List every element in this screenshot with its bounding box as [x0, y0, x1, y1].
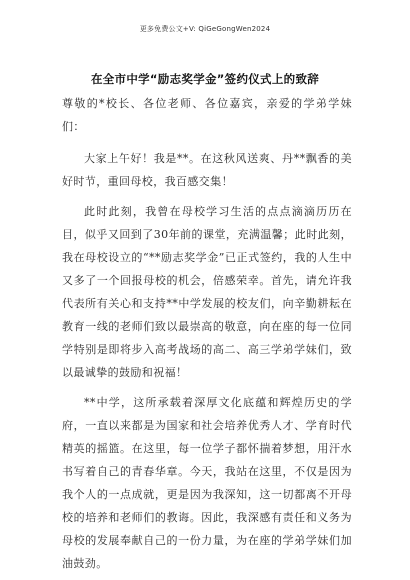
paragraph-memories: 此时此刻，我曾在母校学习生活的点点滴滴历历在目，似乎又回到了30年前的课堂，充满温馨；此时此刻，我在母校设立的“**励志奖学金”已正式签约，我的人生中又多了一个回报母校的机会，倍感荣幸。首先，请允许我代表所有关心和支持**中学发展的校友们，向辛勤耕耘在教育一线的老师们致以最崇高的敬意，向在座的每一位同学特别是即将步入高考战场的高二、高三学弟学妹们，致以最诚挚的鼓励和祝福！: [62, 205, 352, 379]
paragraph-greeting: 大家上午好！我是**。在这秋风送爽、丹**飘香的美好时节，重回母校，我百感交集！: [62, 152, 352, 188]
header-note: 更多免费公文+V: QiGeGongWen2024: [139, 25, 271, 33]
document-title: 在全市中学“励志奖学金”签约仪式上的致辞: [90, 72, 320, 86]
document-body: [62, 92, 352, 575]
paragraph-school: **中学，这所承载着深厚文化底蕴和辉煌历史的学府，一直以来都是为国家和社会培养优秀人才、学育时代精英的摇篮。在这里，每一位学子都怀揣着梦想，用汗水书写着自己的青春华章。今天，我站在这里，不仅是因为我个人的一点成就，更是因为我深知，这一切都离不开母校的培养和老师们的教诲。因此，我深感有责任和义务为母校的发展奉献自己的一份力量，为在座的学弟学妹们加油鼓劲。: [62, 396, 352, 570]
salutation: 尊敬的*校长、各位老师、各位嘉宾，亲爱的学弟学妹们：: [62, 97, 352, 133]
